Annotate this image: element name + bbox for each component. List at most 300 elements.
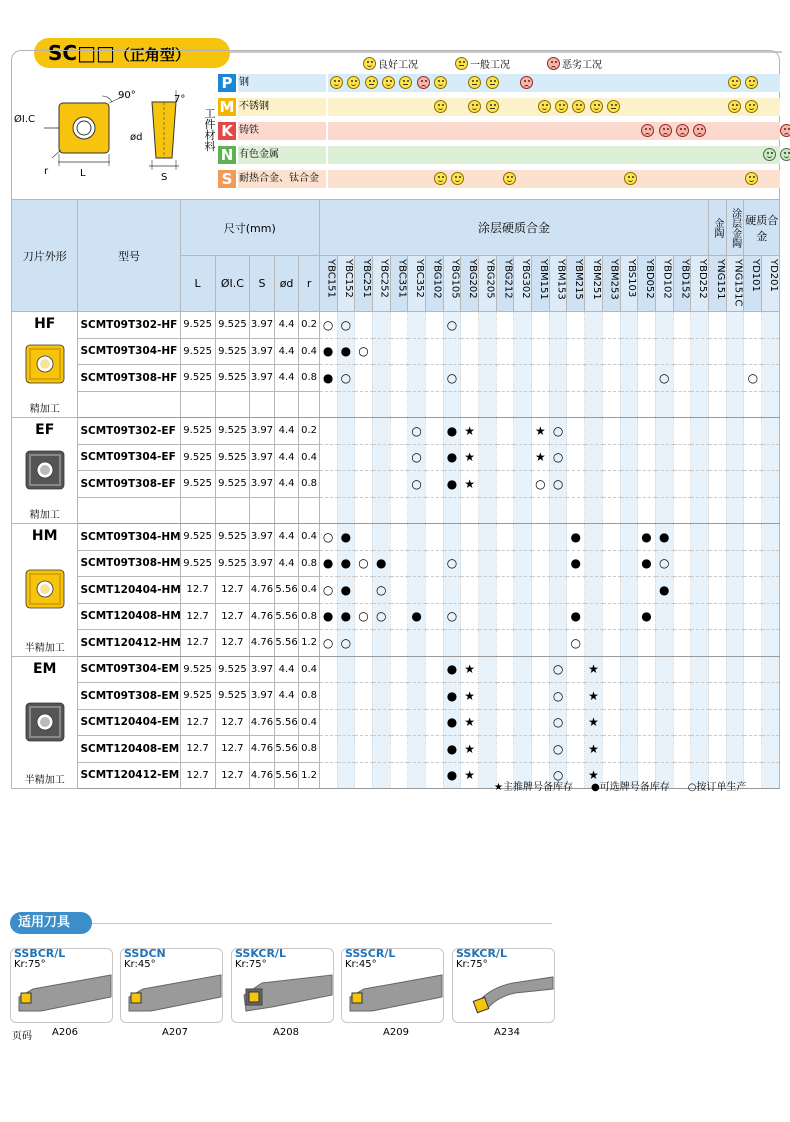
grade-col-ybm151: YBM151 [532,256,550,312]
availability-cell [390,365,408,392]
dim-cell: 9.525 [180,418,215,445]
grade-col-ybc351: YBC351 [390,256,408,312]
availability-cell [602,577,620,604]
availability-cell [602,497,620,524]
good-smiley-icon [503,172,516,185]
dim-cell [250,497,275,524]
availability-cell: ★ [585,656,603,683]
availability-cell [355,391,373,418]
availability-cell [585,312,603,339]
availability-cell [726,683,744,710]
availability-cell [620,736,638,763]
availability-cell: ● [443,418,461,445]
availability-cell: ★ [461,471,479,498]
availability-cell [319,497,337,524]
availability-cell [726,577,744,604]
availability-cell [602,418,620,445]
availability-cell [425,391,443,418]
dim-cell: 3.97 [250,365,275,392]
material-name: 钢 [238,74,326,92]
availability-cell [337,683,355,710]
material-letter: P [218,74,236,92]
insert-image [24,449,66,491]
availability-cell [691,497,709,524]
availability-cell: ○ [549,762,567,789]
availability-cell: ○ [549,418,567,445]
availability-cell [709,709,727,736]
availability-cell [762,550,780,577]
availability-cell [638,630,656,657]
good-smiley-icon [624,172,637,185]
tool-page-ref[interactable]: A206 [52,1027,78,1038]
availability-cell [425,550,443,577]
model-cell: SCMT09T308-EM [78,683,180,710]
availability-cell [514,577,532,604]
model-cell: SCMT09T308-HF [78,365,180,392]
dim-cell: 1.2 [299,762,320,789]
availability-cell [443,630,461,657]
material-row-m [218,98,326,118]
thickness-label: S [161,172,168,183]
model-cell: SCMT120412-HM [78,630,180,657]
availability-cell: ● [567,603,585,630]
normal-smiley-icon [607,100,620,113]
availability-cell [496,656,514,683]
availability-cell [390,524,408,551]
availability-cell [567,391,585,418]
availability-cell [655,418,673,445]
availability-cell [567,683,585,710]
availability-cell [655,444,673,471]
availability-cell [355,683,373,710]
availability-cell [673,656,691,683]
availability-cell [726,338,744,365]
tool-name: SSDCN [124,948,166,960]
dim-cell: 3.97 [250,418,275,445]
model-cell: SCMT09T302-HF [78,312,180,339]
availability-cell: ○ [355,550,373,577]
dim-cell [215,497,250,524]
tool-kr: Kr:75° [235,959,267,970]
table-row [12,550,780,577]
model-cell [78,391,180,418]
availability-cell [443,577,461,604]
availability-cell [372,312,390,339]
availability-cell [372,391,390,418]
availability-cell [355,497,373,524]
table-row [12,577,780,604]
availability-cell [479,444,497,471]
dim-cell: 3.97 [250,444,275,471]
dim-cell: 12.7 [215,709,250,736]
availability-cell [496,683,514,710]
good-smiley-icon [434,172,447,185]
dim-cell: 4.4 [274,365,299,392]
availability-cell [390,577,408,604]
availability-cell [585,577,603,604]
availability-cell [567,338,585,365]
availability-cell [514,418,532,445]
material-name: 耐热合金、钛合金 [238,170,326,188]
availability-cell: ○ [443,603,461,630]
availability-cell [425,762,443,789]
availability-cell [567,736,585,763]
availability-cell: ★ [461,709,479,736]
availability-cell [425,577,443,604]
availability-cell [673,338,691,365]
availability-cell [638,391,656,418]
availability-cell [496,418,514,445]
model-cell: SCMT120408-EM [78,736,180,763]
dim-cell: 4.76 [250,736,275,763]
chipbreaker-code: EM [32,660,57,677]
insert-top-view [44,96,124,166]
availability-cell [585,338,603,365]
material-suitability-m [328,98,780,116]
availability-cell [762,391,780,418]
grade-col-ybc152: YBC152 [337,256,355,312]
insert-image [24,343,66,385]
dim-cell: 3.97 [250,524,275,551]
tool-card[interactable] [120,948,223,1023]
availability-cell [372,365,390,392]
title-subtitle: （正角型） [114,46,190,64]
availability-cell [762,630,780,657]
availability-cell [514,391,532,418]
availability-cell [567,365,585,392]
dim-cell: 3.97 [250,550,275,577]
availability-cell [762,338,780,365]
availability-cell [514,550,532,577]
availability-cell: ○ [443,550,461,577]
material-name: 不锈钢 [238,98,326,116]
grade-col-ybg205: YBG205 [479,256,497,312]
dim-cell: 9.525 [215,656,250,683]
availability-cell [620,709,638,736]
availability-cell [709,577,727,604]
grade-col-ybm215: YBM215 [567,256,585,312]
availability-cell [726,524,744,551]
model-cell: SCMT09T308-EF [78,471,180,498]
availability-cell [673,418,691,445]
model-cell: SCMT09T304-EM [78,656,180,683]
grade-col-ybs103: YBS103 [620,256,638,312]
col-dims: 尺寸(mm) [180,200,319,256]
availability-cell [390,656,408,683]
table-row [12,736,780,763]
bad-smiley-icon [780,124,790,137]
title-code: SC□□ [48,41,115,65]
availability-cell [655,683,673,710]
availability-cell [638,338,656,365]
insert-shape-hf [12,312,78,418]
availability-cell: ○ [337,630,355,657]
availability-cell [408,656,426,683]
availability-cell [726,709,744,736]
dim-cell: 4.76 [250,630,275,657]
availability-cell [496,524,514,551]
dim-cell: 0.8 [299,683,320,710]
dim-cell: 9.525 [215,444,250,471]
availability-cell: ★ [532,444,550,471]
availability-cell [514,497,532,524]
dim-cell: 4.4 [274,524,299,551]
tool-card[interactable] [452,948,555,1023]
availability-cell [602,365,620,392]
availability-cell: ○ [337,312,355,339]
dim-col-1: ØI.C [215,256,250,312]
dim-cell [180,391,215,418]
availability-cell [425,338,443,365]
availability-cell [372,630,390,657]
availability-cell: ● [337,577,355,604]
availability-cell [496,603,514,630]
tool-page-ref[interactable]: A234 [494,1027,520,1038]
availability-cell: ● [567,524,585,551]
availability-cell [408,391,426,418]
availability-cell [638,577,656,604]
tool-kr: Kr:75° [14,959,46,970]
availability-cell [532,603,550,630]
table-row [12,312,780,339]
availability-cell [585,418,603,445]
dim-cell: 0.4 [299,524,320,551]
availability-cell [585,471,603,498]
dim-cell: 0.8 [299,550,320,577]
availability-cell [762,762,780,789]
availability-cell [355,524,373,551]
availability-cell [726,550,744,577]
availability-cell [337,709,355,736]
availability-cell: ○ [355,603,373,630]
availability-cell [319,471,337,498]
availability-cell [479,656,497,683]
availability-cell [461,630,479,657]
availability-cell: ● [372,550,390,577]
availability-cell [726,444,744,471]
table-row [12,497,780,524]
dim-cell: 0.8 [299,736,320,763]
tool-name: SSBCR/L [14,948,66,960]
availability-cell [673,497,691,524]
dim-cell [250,391,275,418]
availability-cell [532,656,550,683]
availability-cell [390,762,408,789]
tool-page-ref[interactable]: A208 [273,1027,299,1038]
availability-cell [443,338,461,365]
dim-cell: 4.4 [274,418,299,445]
availability-cell [425,444,443,471]
availability-cell [673,444,691,471]
chipbreaker-code: HF [34,316,56,332]
availability-cell [549,365,567,392]
material-row-n [218,146,326,166]
grade-col-ybg202: YBG202 [461,256,479,312]
table-row [12,603,780,630]
good-smiley-icon [538,100,551,113]
availability-cell [532,391,550,418]
availability-cell [655,709,673,736]
dim-cell: 0.4 [299,338,320,365]
availability-cell [461,338,479,365]
availability-cell [319,444,337,471]
availability-cell [762,444,780,471]
availability-cell [532,524,550,551]
availability-cell: ★ [461,736,479,763]
normal-smiley-icon [455,57,468,70]
dim-cell: 4.4 [274,338,299,365]
availability-cell: ○ [443,365,461,392]
tool-card[interactable] [341,948,444,1023]
good-smiley-icon [728,100,741,113]
availability-cell [673,391,691,418]
availability-cell [461,577,479,604]
availability-cell [425,365,443,392]
dim-cell: 9.525 [180,365,215,392]
availability-cell [355,736,373,763]
grade-col-ybd152: YBD152 [673,256,691,312]
dim-cell: 4.4 [274,683,299,710]
availability-cell [762,683,780,710]
availability-cell [726,497,744,524]
availability-cell [355,418,373,445]
availability-cell: ○ [372,603,390,630]
availability-cell [479,550,497,577]
tool-page-ref[interactable]: A209 [383,1027,409,1038]
availability-cell: ★ [461,418,479,445]
insert-image [24,701,66,743]
availability-cell [709,391,727,418]
material-caption: 工件材料 [204,107,216,153]
availability-cell [655,736,673,763]
dim-cell: 0.4 [299,656,320,683]
availability-cell [532,736,550,763]
good-smiley-icon [745,172,758,185]
material-letter: S [218,170,236,188]
availability-cell: ● [443,471,461,498]
tool-card[interactable] [10,948,113,1023]
availability-cell [620,391,638,418]
availability-cell [479,312,497,339]
availability-cell [461,365,479,392]
table-row [12,683,780,710]
availability-cell [655,656,673,683]
availability-cell [744,709,762,736]
availability-cell: ○ [408,418,426,445]
availability-cell [744,497,762,524]
dim-cell: 9.525 [180,550,215,577]
material-name: 有色金属 [238,146,326,164]
availability-cell [691,577,709,604]
dim-col-3: ød [274,256,299,312]
dim-cell: 5.56 [274,709,299,736]
dim-cell: 9.525 [215,471,250,498]
availability-cell [337,497,355,524]
table-row [12,391,780,418]
availability-cell [762,736,780,763]
availability-cell [762,471,780,498]
availability-cell [655,312,673,339]
availability-cell [602,683,620,710]
stock-note [476,778,746,793]
availability-cell: ★ [461,683,479,710]
availability-cell [744,603,762,630]
availability-cell [496,312,514,339]
availability-cell [744,762,762,789]
availability-cell [514,444,532,471]
col-cermet: 金陶 [709,200,727,256]
col-model: 型号 [78,200,180,312]
availability-cell [408,577,426,604]
tool-page-ref[interactable]: A207 [162,1027,188,1038]
grade-col-ybc151: YBC151 [319,256,337,312]
tools-header [10,912,550,934]
tool-kr: Kr:45° [345,959,377,970]
tool-kr: Kr:45° [124,959,156,970]
dim-cell: 4.4 [274,656,299,683]
availability-cell [355,444,373,471]
dim-cell: 4.4 [274,471,299,498]
availability-cell [638,471,656,498]
availability-cell: ● [567,550,585,577]
grade-col-ybg212: YBG212 [496,256,514,312]
table-row [12,471,780,498]
availability-cell: ○ [532,471,550,498]
model-cell: SCMT09T304-EF [78,444,180,471]
availability-cell: ★ [585,762,603,789]
availability-cell [620,418,638,445]
availability-cell [691,312,709,339]
availability-cell [372,683,390,710]
availability-cell [319,418,337,445]
availability-cell [673,630,691,657]
availability-cell [319,709,337,736]
dim-cell: 12.7 [180,762,215,789]
availability-cell [762,709,780,736]
availability-cell [655,497,673,524]
availability-cell: ● [408,603,426,630]
tool-card[interactable] [231,948,334,1023]
good-smiley-icon [347,76,360,89]
availability-cell [638,736,656,763]
material-row-s [218,170,326,190]
availability-cell [726,312,744,339]
insert-shape-ef [12,418,78,524]
availability-cell [602,656,620,683]
availability-cell: ○ [443,312,461,339]
tools-title: 适用刀具 [10,912,92,934]
angle-label: 90° [118,90,136,101]
availability-cell [479,365,497,392]
availability-cell [762,524,780,551]
dim-cell: 0.8 [299,365,320,392]
availability-cell [726,418,744,445]
availability-cell [691,736,709,763]
dim-cell: 5.56 [274,577,299,604]
availability-cell [461,550,479,577]
dim-cell: 9.525 [180,471,215,498]
availability-cell [567,471,585,498]
availability-cell [620,577,638,604]
availability-cell [709,338,727,365]
availability-cell [532,683,550,710]
availability-cell [709,603,727,630]
availability-cell [709,630,727,657]
model-cell: SCMT09T304-HM [78,524,180,551]
tool-name: SSKCR/L [456,948,507,960]
dim-cell: 9.525 [215,524,250,551]
availability-cell [461,603,479,630]
